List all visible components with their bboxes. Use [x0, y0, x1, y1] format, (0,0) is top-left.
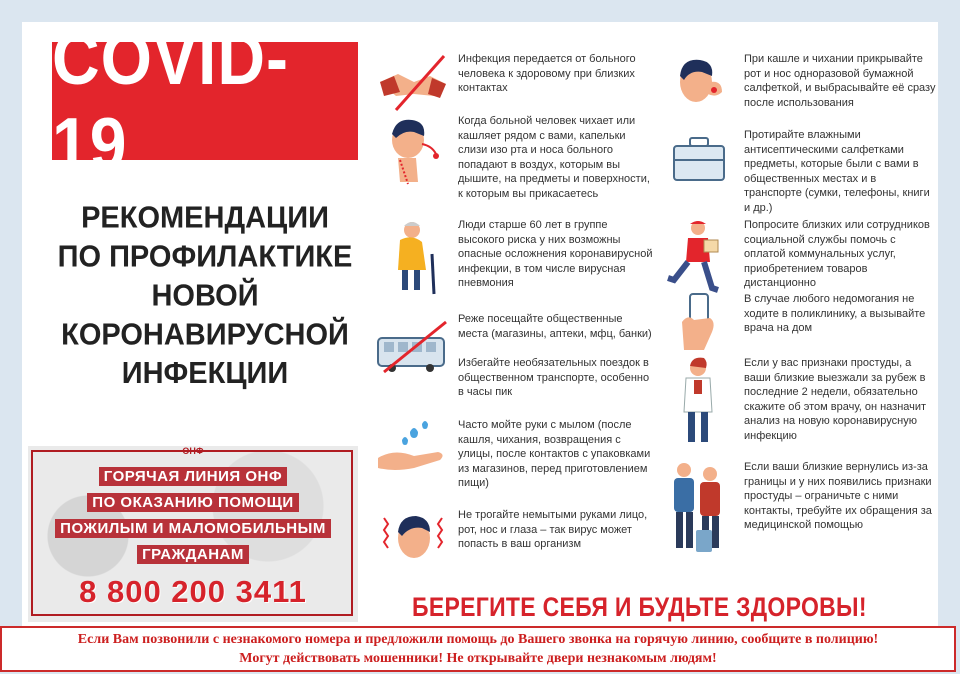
- tip-text: Протирайте влажными антисептическими салфетками предметы, которые были с вами в общественных местах и в транспорте (сумки, телефоны, книги и др.): [744, 129, 930, 214]
- rec-line: РЕКОМЕНДАЦИИ: [81, 201, 329, 236]
- tip-text: Если ваши близкие вернулись из-за границы и у них появились признаки простуды – ограничьте с ними контакты, требуйте их обращения за медицинской помощью: [744, 461, 932, 531]
- tip-item: [458, 356, 654, 400]
- tip-text: Если у вас признаки простуды, а ваши близкие выезжали за рубеж в последние 2 недели, обязательно скажите об этом врачу, он назначит анализ на новую коронавирусную инфекцию: [744, 357, 927, 442]
- warning-line: Если Вам позвонили с незнакомого номера и предложили помощь до Вашего звонка на горячую линию, сообщите в полицию!: [77, 632, 879, 647]
- tip-item: [660, 460, 936, 570]
- hotline-phone[interactable]: 8 800 200 3411: [79, 574, 307, 609]
- rec-line: ПО ПРОФИЛАКТИКЕ: [57, 240, 353, 274]
- cough-cover-icon: [660, 52, 738, 114]
- itchy-face-icon: [374, 508, 452, 570]
- slogan: БЕРЕГИТЕ СЕБЯ И БУДЬТЕ ЗДОРОВЫ!: [412, 591, 867, 622]
- tip-item: [374, 114, 654, 201]
- tip-item: [660, 218, 936, 291]
- tip-item: [660, 356, 936, 448]
- tip-text: Часто мойте руки с мылом (после кашля, чихания, возвращения с улицы, после контактов с упаковками из магазинов, перед приготовлением пищи): [458, 419, 651, 489]
- tip-text: Попросите близких или сотрудников социальной службы помочь с оплатой коммунальных услуг, приобретением товаров дистанционно: [744, 219, 930, 289]
- hotline-line: ГРАЖДАНАМ: [28, 546, 358, 564]
- rec-line: ИНФЕКЦИИ: [121, 356, 289, 391]
- sneezing-person-icon: [374, 114, 452, 176]
- tip-text: Не трогайте немытыми руками лицо, рот, нос и глаза – так вирус может попасть в ваш организм: [458, 509, 648, 550]
- tip-text: В случае любого недомогания не ходите в поликлинику, а вызывайте врача на дом: [744, 293, 926, 334]
- poster: [22, 16, 938, 626]
- travellers-icon: [660, 460, 738, 570]
- tip-text: Избегайте необязательных поездок в общественном транспорте, особенно в часы пик: [458, 357, 650, 398]
- tip-item: [660, 52, 936, 114]
- tip-text: При кашле и чихании прикрывайте рот и нос одноразовой бумажной салфеткой, и выбрасывайте её сразу после использования: [744, 53, 936, 109]
- phone-hand-icon: [660, 292, 738, 354]
- hotline-line: ПОЖИЛЫМ И МАЛОМОБИЛЬНЫМ: [28, 520, 358, 538]
- tip-item: [660, 292, 936, 354]
- elderly-woman-cane-icon: [374, 218, 452, 280]
- rec-line: НОВОЙ: [151, 279, 259, 313]
- rec-line: КОРОНАВИРУСНОЙ: [61, 318, 349, 352]
- tip-item: [660, 128, 936, 215]
- tip-text: Реже посещайте общественные места (магазины, аптеки, мфц, банки): [458, 313, 652, 340]
- tip-text: Инфекция передается от больного человека к здоровому при близких контактах: [458, 53, 636, 94]
- warning-line: Могут действовать мошенники! Не открывайте двери незнакомым людям!: [239, 651, 717, 666]
- covid-title: COVID-19: [52, 16, 289, 185]
- recommendations-title: [42, 199, 368, 393]
- covid-banner: [52, 16, 358, 185]
- hand-washing-icon: [374, 418, 452, 480]
- tip-item: [374, 418, 654, 491]
- courier-icon: [660, 218, 738, 280]
- hotline-line: ГОРЯЧАЯ ЛИНИЯ ОНФ: [28, 468, 358, 486]
- bus-crossed-icon: [374, 312, 452, 374]
- tip-text: Люди старше 60 лет в группе высокого риска у них возможны опасные осложнения коронавирусной инфекции, в том числе вирусная пневмония: [458, 219, 653, 289]
- hotline-line: ПО ОКАЗАНИЮ ПОМОЩИ: [28, 494, 358, 512]
- fraud-warning: [0, 626, 956, 672]
- hotline-block: [28, 446, 358, 622]
- tip-item: [374, 52, 654, 114]
- tip-text: Когда больной человек чихает или кашляет рядом с вами, капельки слизи изо рта и носа больного попадают в воздух, которым вы дышите, на предметы и поверхности, к которым вы прикасаетесь: [458, 115, 650, 200]
- briefcase-icon: [660, 128, 738, 190]
- tip-item: [374, 218, 654, 291]
- handshake-crossed-icon: [374, 52, 452, 114]
- doctor-icon: [660, 356, 738, 448]
- onf-logo: ОНФ: [182, 446, 204, 456]
- tip-item: [374, 508, 654, 570]
